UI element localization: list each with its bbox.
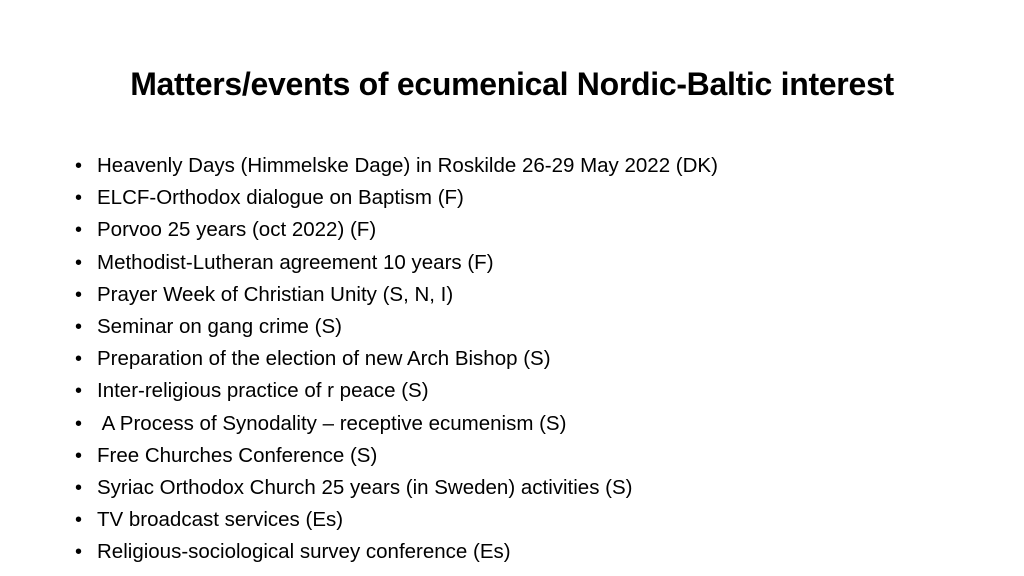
list-item [75,182,718,214]
list-item [75,214,718,246]
list-item-text: Preparation of the election of new Arch Bishop (S) [97,347,551,371]
list-item [75,375,718,407]
bullet-icon: • [75,283,83,306]
list-item-text: Free Churches Conference (S) [97,443,378,467]
list-item [75,504,718,536]
bullet-icon: • [75,315,83,338]
list-item [75,247,718,279]
list-item-text: A Process of Synodality – receptive ecumenism (S) [97,411,567,435]
list-item [75,311,718,343]
list-item-text: Syriac Orthodox Church 25 years (in Sweden) activities (S) [97,475,633,499]
slide-title: Matters/events of ecumenical Nordic-Baltic interest [130,66,894,102]
list-item [75,279,718,311]
list-item-text: Religious-sociological survey conference (Es) [97,540,511,564]
list-item-text: TV broadcast services (Es) [97,508,344,532]
bullet-icon: • [75,380,83,403]
list-item [75,408,718,440]
list-item [75,536,718,568]
list-item [75,440,718,472]
list-item-text: Heavenly Days (Himmelske Dage) in Roskilde 26-29 May 2022 (DK) [97,154,718,177]
bullet-icon: • [75,476,83,499]
bullet-icon: • [75,155,83,177]
bullet-icon: • [75,251,83,274]
bullet-icon: • [75,509,83,532]
list-item-text: Methodist-Lutheran agreement 10 years (F) [97,250,494,274]
bullet-icon: • [75,541,83,564]
list-item [75,343,718,375]
list-item-text: Porvoo 25 years (oct 2022) (F) [97,218,377,242]
bullet-icon: • [75,219,83,242]
list-item-text: Seminar on gang crime (S) [97,314,342,338]
bullet-icon: • [75,412,83,435]
bullet-icon: • [75,187,83,210]
list-item [75,472,718,504]
bullet-list [75,150,718,568]
bullet-icon: • [75,348,83,371]
list-item-text: Prayer Week of Christian Unity (S, N, I) [97,282,454,306]
bullet-icon: • [75,444,83,467]
list-item [75,150,718,182]
list-item-text: ELCF-Orthodox dialogue on Baptism (F) [97,186,464,210]
list-item-text: Inter-religious practice of r peace (S) [97,379,429,403]
